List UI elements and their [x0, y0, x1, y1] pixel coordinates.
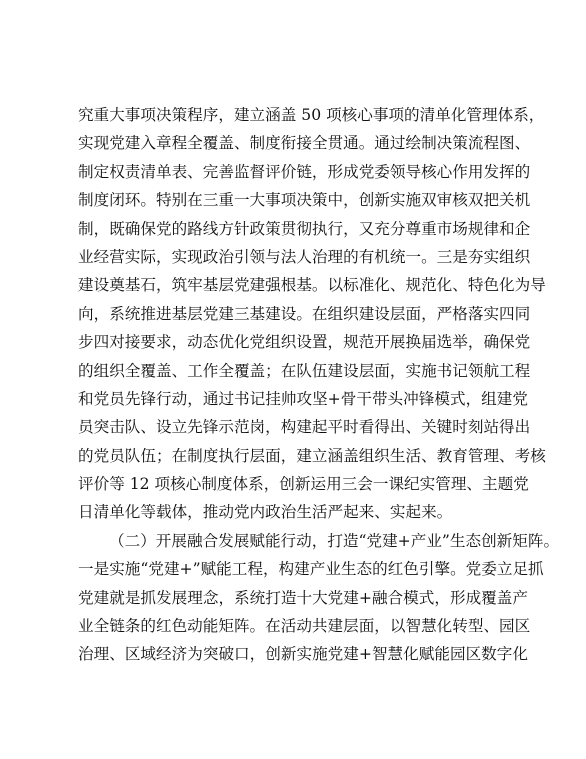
text-line: 制定权责清单表、完善监督评价链，形成党委领导核心作用发挥的	[78, 162, 531, 181]
text-line: 步四对接要求，动态优化党组织设置，规范开展换届选举，确保党	[78, 333, 531, 352]
text-line: 日清单化等载体，推动党内政治生活严起来、实起来。	[78, 503, 453, 522]
text-line: 的组织全覆盖、工作全覆盖；在队伍建设层面，实施书记领航工程	[78, 361, 531, 380]
text-line: 的党员队伍；在制度执行层面，建立涵盖组织生活、教育管理、考核	[78, 446, 546, 465]
text-line: 评价等 12 项核心制度体系，创新运用三会一课纪实管理、主题党	[78, 475, 529, 494]
text-line: 员突击队、设立先锋示范岗，构建起平时看得出、关键时刻站得出	[78, 418, 531, 437]
text-line: 和党员先锋行动，通过书记挂帅攻坚+骨干带头冲锋模式，组建党	[78, 389, 528, 408]
text-line: 业全链条的红色动能矩阵。在活动共建层面，以智慧化转型、园区	[78, 617, 531, 636]
text-line: 究重大事项决策程序，建立涵盖 50 项核心事项的清单化管理体系，	[78, 106, 545, 124]
text-line: 实现党建入章程全覆盖、制度衔接全贯通。通过绘制决策流程图、	[78, 134, 531, 153]
text-line: 制，既确保党的路线方针政策贯彻执行，又充分尊重市场规律和企	[78, 219, 531, 238]
text-line: 建设奠基石，筑牢基层党建强根基。以标准化、规范化、特色化为导	[78, 276, 546, 295]
text-line: 党建就是抓发展理念，系统打造十大党建+融合模式，形成覆盖产	[78, 588, 528, 607]
text-line: 业经营实际，实现政治引领与法人治理的有机统一。三是夯实组织	[78, 247, 531, 266]
text-line: 向，系统推进基层党建三基建设。在组织建设层面，严格落实四同	[78, 304, 531, 323]
text-line: 制度闭环。特别在三重一大事项决策中，创新实施双审核双把关机	[78, 191, 531, 210]
body-text	[78, 101, 560, 669]
text-line: 一是实施“党建+”赋能工程，构建产业生态的红色引擎。党委立足抓	[78, 560, 544, 579]
text-line: 治理、区域经济为突破口，创新实施党建+智慧化赋能园区数字化	[78, 645, 528, 664]
section-heading-line: （二）开展融合发展赋能行动，打造“党建+产业”生态创新矩阵。	[109, 531, 560, 550]
